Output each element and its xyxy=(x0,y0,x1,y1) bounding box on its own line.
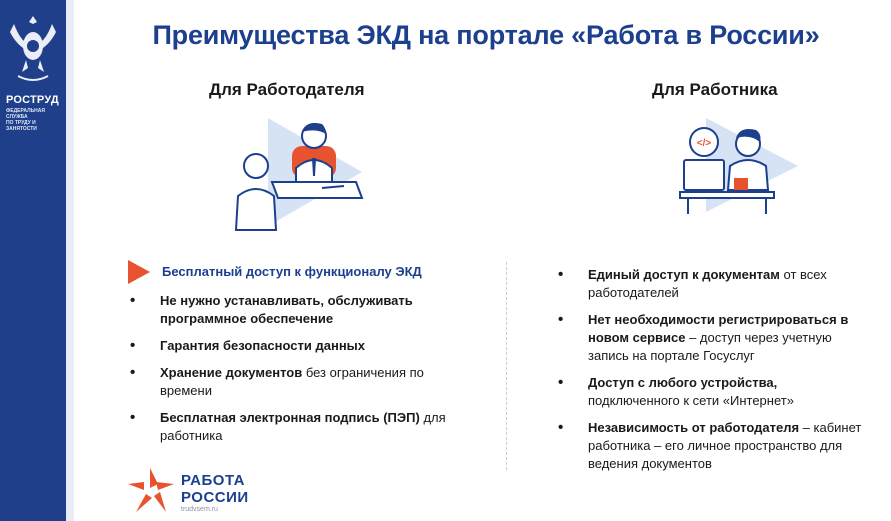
eagle-emblem-icon xyxy=(6,10,60,88)
rabota-rossii-logo xyxy=(128,466,268,514)
item-bold-text: Хранение документов xyxy=(160,365,303,380)
bullet: • xyxy=(130,364,136,381)
item-text: от всех работодателей xyxy=(588,267,827,300)
item-bold-text: Независимость от работодателя xyxy=(588,420,800,435)
logo-url: trudvsem.ru xyxy=(181,506,218,513)
brand-subtitle-line: ПО ТРУДУ И ЗАНЯТОСТИ xyxy=(6,120,37,132)
brand-subtitle xyxy=(6,108,66,132)
list-item xyxy=(128,292,448,328)
brand-name: РОСТРУД xyxy=(6,94,59,106)
play-arrow-icon xyxy=(128,260,150,284)
bullet: • xyxy=(558,374,564,391)
column-divider xyxy=(506,262,507,470)
item-text: подключенного к сети «Интернет» xyxy=(588,393,794,408)
employee-laptop-illustration xyxy=(676,112,806,216)
page-title: Преимущества ЭКД на портале «Работа в России» xyxy=(152,20,820,50)
logo-text-line1: РАБОТА xyxy=(181,472,246,489)
employee-benefits-list xyxy=(556,266,866,482)
logo-text-line2: РОССИИ xyxy=(181,489,249,506)
svg-text:</>: </> xyxy=(696,138,712,149)
list-item xyxy=(556,374,866,410)
bullet: • xyxy=(130,292,136,309)
item-text: для работника xyxy=(160,410,446,443)
item-bold-text: Гарантия безопасности данных xyxy=(160,338,365,353)
bullet: • xyxy=(130,337,136,354)
item-text: без ограничения по времени xyxy=(160,365,424,398)
item-text: – кабинет работника – его личное пространство для ведения документов xyxy=(588,420,862,471)
item-bold-text: Не нужно устанавливать, обслуживать программное обеспечение xyxy=(160,293,413,326)
bullet: • xyxy=(130,409,136,426)
employer-meeting-illustration xyxy=(232,112,372,232)
sidebar-edge xyxy=(66,0,74,521)
list-item xyxy=(556,311,866,365)
sidebar xyxy=(0,0,66,521)
item-bold-text: Единый доступ к документам xyxy=(588,267,780,282)
list-item xyxy=(128,364,448,400)
list-item xyxy=(556,419,866,473)
bullet: • xyxy=(558,311,564,328)
employer-heading: Для Работодателя xyxy=(209,80,365,99)
list-item xyxy=(128,409,448,445)
employee-heading: Для Работника xyxy=(652,80,778,99)
item-text: – доступ через учетную запись на портале Госуслуг xyxy=(588,330,832,363)
star-logo-icon xyxy=(128,468,174,512)
list-item xyxy=(556,266,866,302)
bullet: • xyxy=(558,419,564,436)
brand-subtitle-line: ФЕДЕРАЛЬНАЯ СЛУЖБА xyxy=(6,108,45,120)
list-item xyxy=(128,337,448,355)
item-bold-text: Бесплатная электронная подпись (ПЭП) xyxy=(160,410,420,425)
employer-benefits-list xyxy=(128,292,448,454)
bullet: • xyxy=(558,266,564,283)
item-bold-text: Доступ с любого устройства, xyxy=(588,375,778,390)
item-bold-text: Нет необходимости регистрироваться в новом сервисе xyxy=(588,312,849,345)
employer-lead-text: Бесплатный доступ к функционалу ЭКД xyxy=(162,264,422,279)
